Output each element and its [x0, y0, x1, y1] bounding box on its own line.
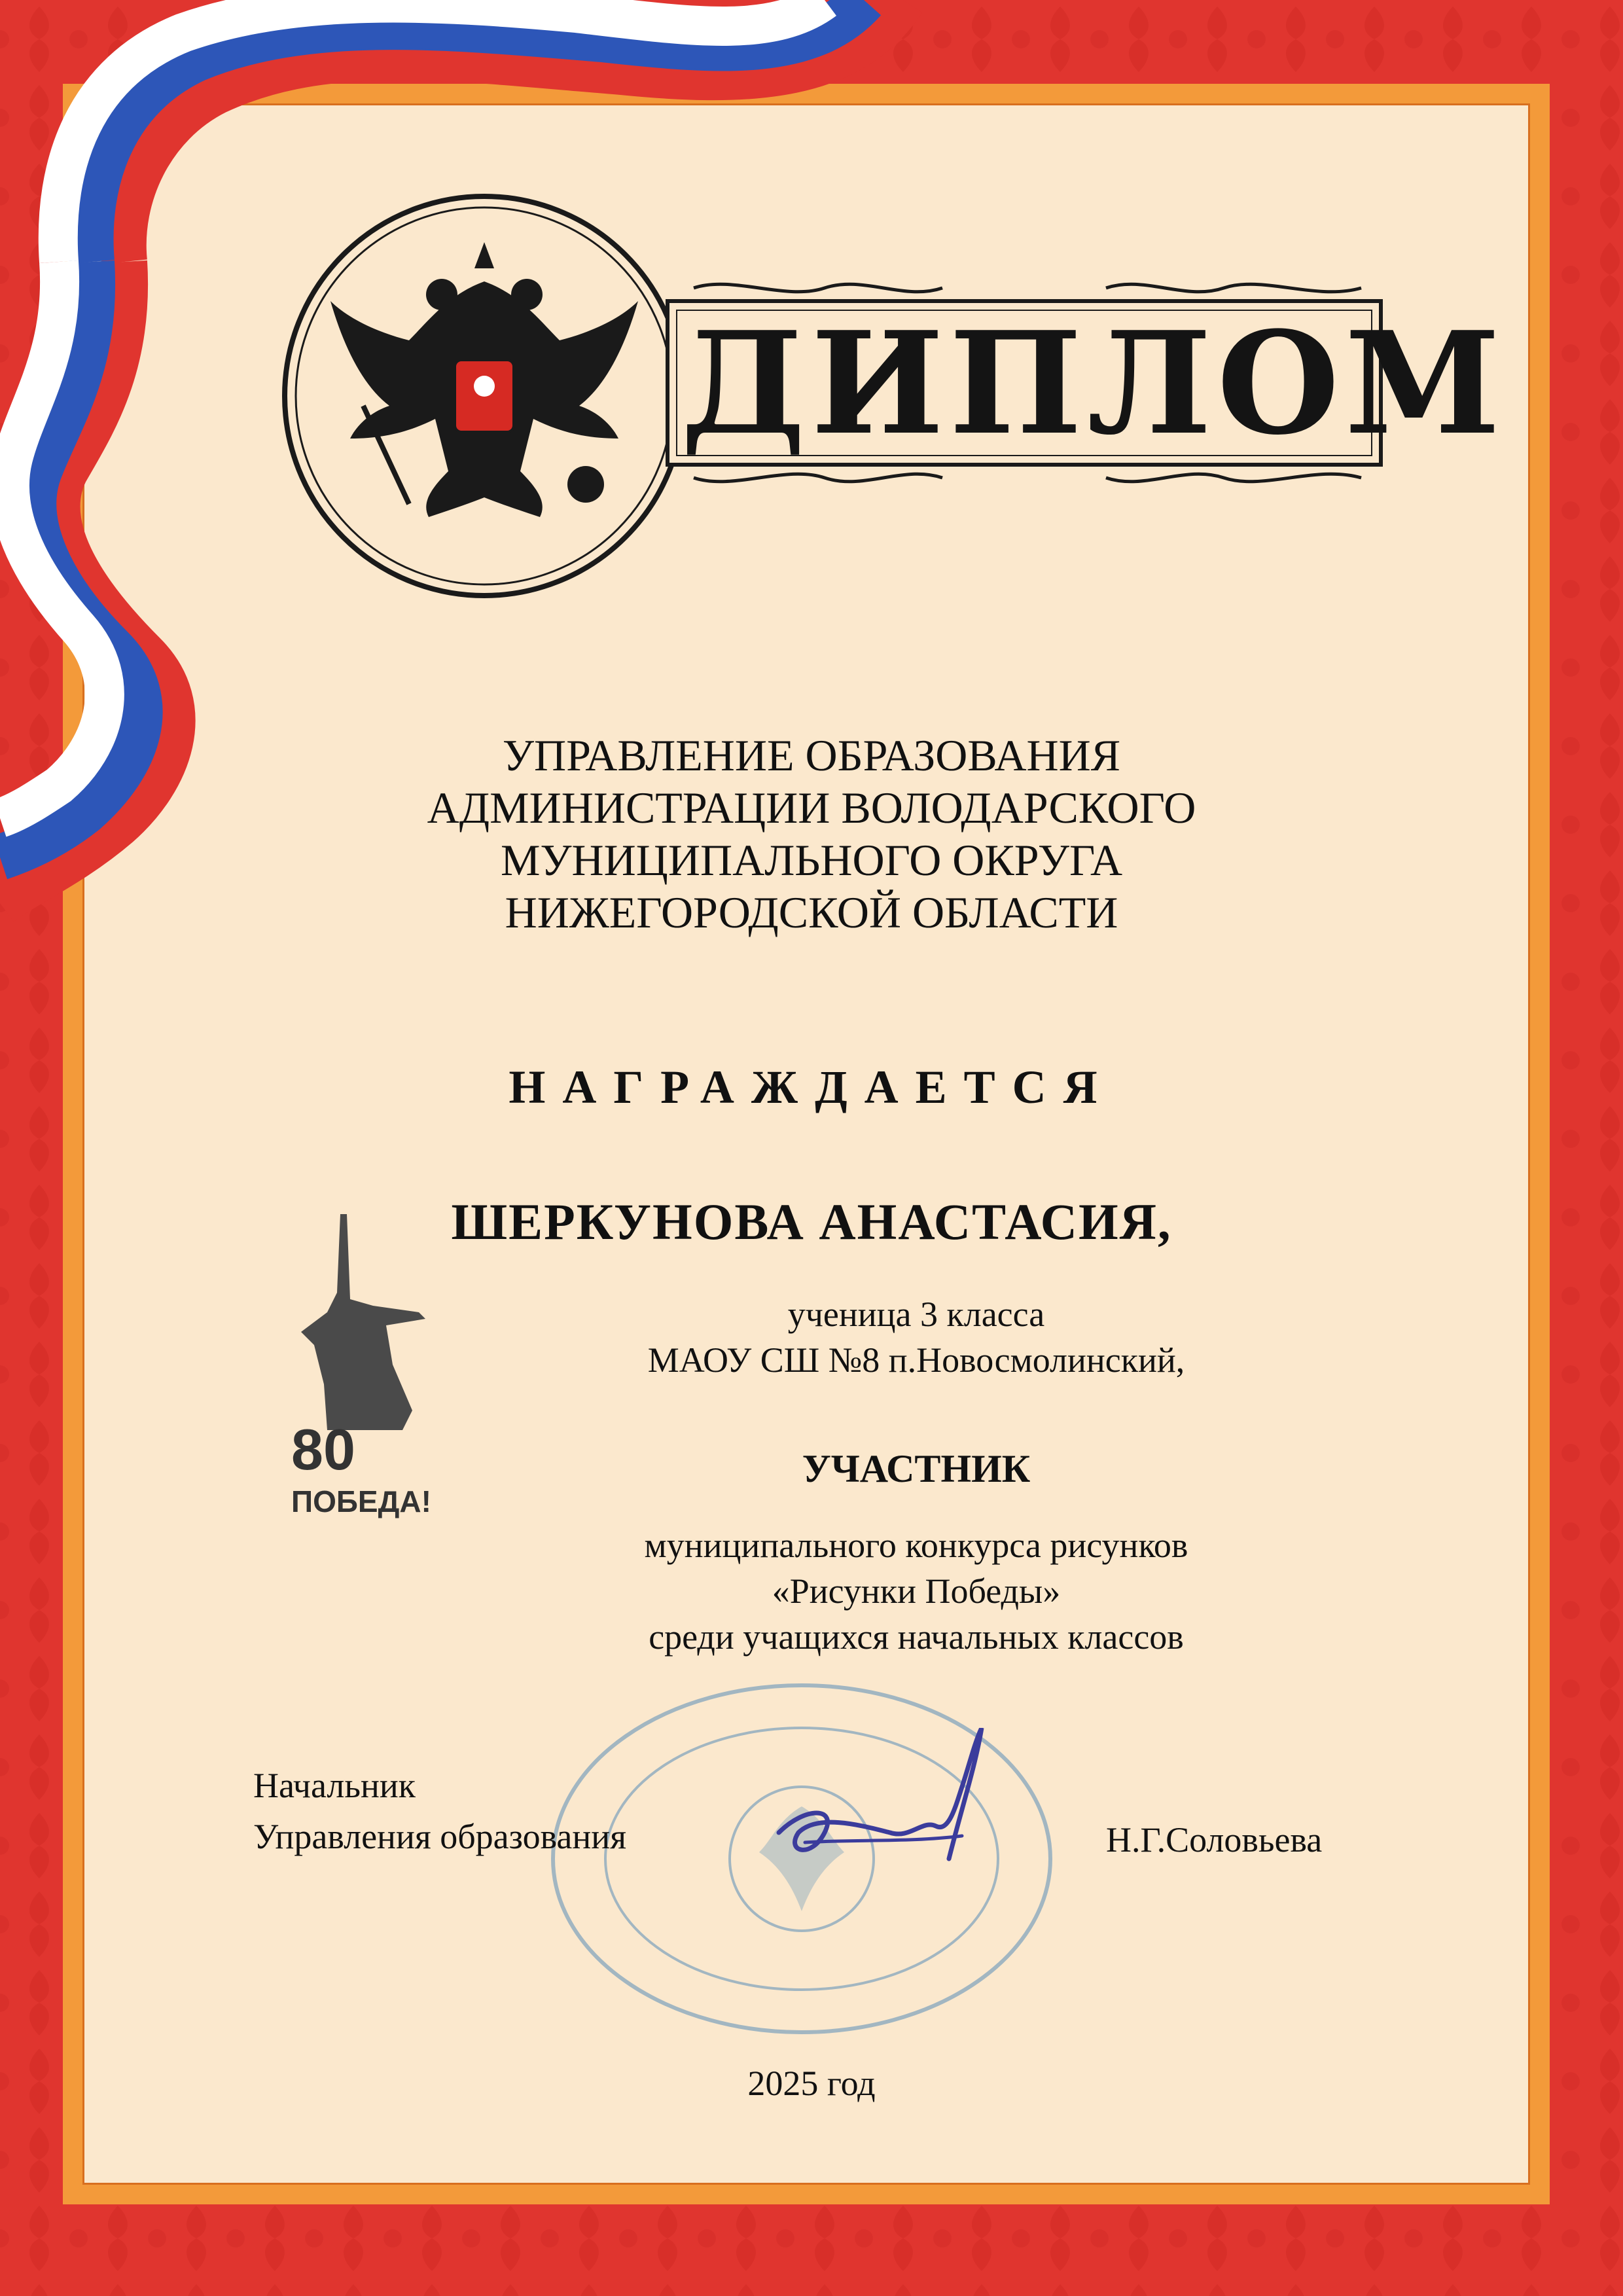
contest-line-3: среди учащихся начальных классов	[649, 1617, 1184, 1657]
signatory-title-line-1: Начальник	[253, 1766, 416, 1805]
handwritten-signature	[766, 1728, 1021, 1892]
victory-number: 80	[291, 1417, 355, 1482]
contest-line-1: муниципального конкурса рисунков	[644, 1526, 1188, 1565]
victory-80-logo	[288, 1214, 452, 1522]
recipient-name: ШЕРКУНОВА АНАСТАСИЯ,	[451, 1193, 1172, 1250]
signatory-title-line-2: Управления образования	[253, 1817, 627, 1856]
organization-line-1: УПРАВЛЕНИЕ ОБРАЗОВАНИЯ	[502, 730, 1121, 780]
recipient-school: МАОУ СШ №8 п.Новосмолинский,	[647, 1340, 1185, 1380]
coat-of-arms-emblem	[278, 190, 690, 602]
awarded-label: НАГРАЖДАЕТСЯ	[508, 1061, 1115, 1113]
victory-text: ПОБЕДА!	[291, 1484, 431, 1518]
issue-year: 2025 год	[747, 2064, 876, 2103]
contest-line-2: «Рисунки Победы»	[772, 1571, 1061, 1611]
recipient-grade: ученица 3 класса	[787, 1295, 1045, 1334]
organization-line-4: НИЖЕГОРОДСКОЙ ОБЛАСТИ	[505, 888, 1118, 937]
participant-role: УЧАСТНИК	[802, 1447, 1031, 1490]
organization-line-2: АДМИНИСТРАЦИИ ВОЛОДАРСКОГО	[427, 783, 1196, 833]
organization-line-3: МУНИЦИПАЛЬНОГО ОКРУГА	[500, 835, 1123, 885]
diploma-title: ДИПЛОМ	[681, 300, 1506, 466]
signatory-name: Н.Г.Соловьева	[1106, 1820, 1323, 1859]
